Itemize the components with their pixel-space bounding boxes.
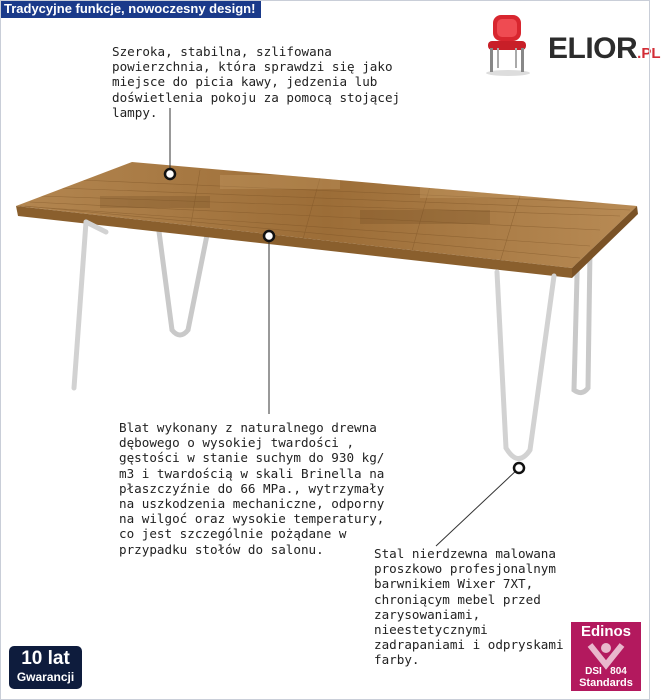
brand-name: ELIOR (548, 32, 638, 65)
banner: Tradycyjne funkcje, nowoczesny design! (0, 0, 261, 18)
checkmark-icon (586, 641, 626, 667)
callout-marker (165, 169, 175, 179)
guarantee-label: Gwarancji (16, 670, 75, 684)
callout-marker (264, 231, 274, 241)
callout-marker (514, 463, 524, 473)
guarantee-years: 10 lat (21, 648, 70, 669)
certificate-label: Standards (579, 677, 633, 689)
certificate-code-left: DSI (585, 666, 602, 677)
brand-suffix: .PL (637, 45, 661, 62)
callout-wood: Blat wykonany z naturalnego drewna dębowego o wysokiej twardości , gęstości w stanie suchym do 930 kg/ m3 i twardością w skali Brinella na płaszczyźnie do 66 MPa., wytrzymały na uszkodzenia mechaniczne, odporny na wilgoć oraz wysokie temperatury, co jest szczególnie pożądane w przypadku stołów do salonu. (119, 420, 385, 557)
callout-steel: Stal nierdzewna malowana proszkowo profesjonalnym barwnikiem Wixer 7XT, chroniącym mebel przed zarysowaniami, nieestetycznymi zadrapaniami i odpryskami farby. (374, 546, 564, 668)
guarantee-badge (9, 646, 82, 689)
certificate-name: Edinos (580, 623, 631, 640)
table-top (16, 162, 638, 278)
certificate-code-right: 804 (610, 666, 627, 677)
certificate-badge (571, 622, 641, 691)
callout-surface: Szeroka, stabilna, szlifowana powierzchnia, która sprawdzi się jako miejsce do picia kawy, jedzenia lub doświetlenia pokoju za pomocą stojącej lampy. (112, 44, 401, 120)
